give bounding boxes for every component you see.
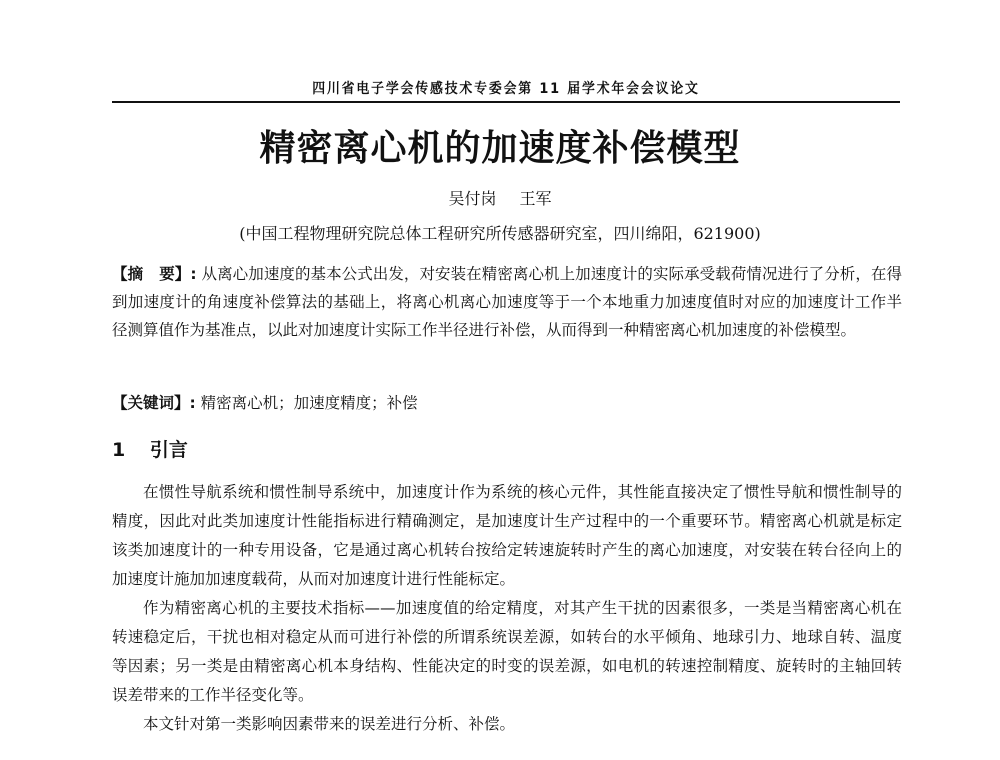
abstract-label-left: 【摘	[112, 265, 144, 283]
header-rule	[112, 101, 900, 103]
section-number: 1	[112, 439, 126, 461]
body-text	[112, 478, 902, 739]
running-header: 四川省电子学会传感技术专委会第 11 届学术年会会议论文	[312, 81, 700, 97]
abstract-text: 从离心加速度的基本公式出发，对安装在精密离心机上加速度计的实际承受载荷情况进行了分析，在得到加速度计的角速度补偿算法的基础上，将离心机离心加速度等于一个本地重力加速度值时对应的加速度计工作半径测算值作为基准点，以此对加速度计实际工作半径进行补偿，从而得到一种精密离心机加速度的补偿模型。	[112, 265, 902, 339]
abstract	[112, 260, 902, 344]
body-paragraph: 在惯性导航系统和惯性制导系统中，加速度计作为系统的核心元件，其性能直接决定了惯性导航和惯性制导的精度，因此对此类加速度计性能指标进行精确测定，是加速度计生产过程中的一个重要环节。精密离心机就是标定该类加速度计的一种专用设备，它是通过离心机转台按给定转速旋转时产生的离心加速度，对安装在转台径向上的加速度计施加加速度载荷，从而对加速度计进行性能标定。	[112, 483, 902, 588]
body-paragraph: 本文针对第一类影响因素带来的误差进行分析、补偿。	[143, 715, 516, 733]
keywords	[112, 391, 902, 415]
author-name: 吴付岗	[448, 189, 497, 208]
section-title: 引言	[149, 439, 188, 461]
abstract-label	[112, 265, 197, 283]
keywords-text: 精密离心机；加速度精度；补偿	[200, 394, 418, 412]
section-heading	[112, 435, 188, 462]
author-name: 王军	[519, 189, 552, 208]
author-list	[0, 186, 1000, 209]
affiliation: (中国工程物理研究院总体工程研究所传感器研究室，四川绵阳，621900)	[239, 224, 761, 243]
paper-title: 精密离心机的加速度补偿模型	[259, 128, 741, 169]
body-paragraph: 作为精密离心机的主要技术指标——加速度值的给定精度，对其产生干扰的因素很多，一类是当精密离心机在转速稳定后，干扰也相对稳定从而可进行补偿的所谓系统误差源，如转台的水平倾角、地球引力、地球自转、温度等因素；另一类是由精密离心机本身结构、性能决定的时变的误差源，如电机的转速控制精度、旋转时的主轴回转误差带来的工作半径变化等。	[112, 599, 902, 704]
abstract-label-right: 要】:	[159, 265, 197, 283]
keywords-label: 【关键词】:	[112, 394, 196, 412]
